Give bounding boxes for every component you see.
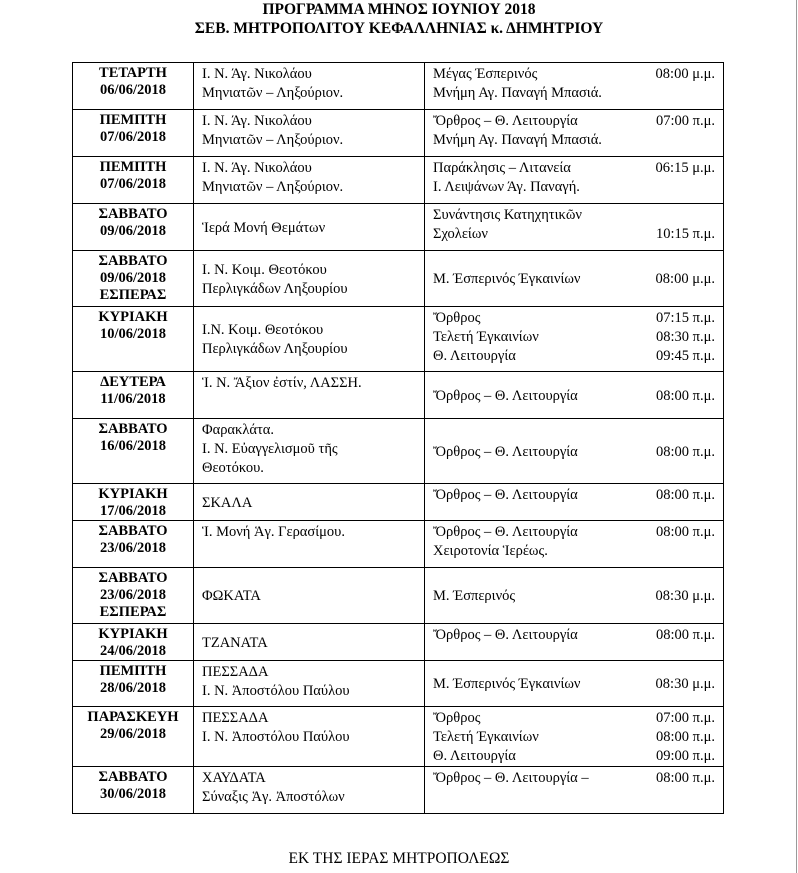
event-time: 08:30 π.μ. [656,329,715,345]
event-line [433,769,715,788]
place-line: Ι. Ν. Κοιμ. Θεοτόκου [202,261,327,278]
events-cell [425,521,724,568]
day-cell [73,251,194,307]
place-line: ΦΩΚΑΤΑ [202,588,261,604]
day-name: ΚΥΡΙΑΚΗ [98,309,168,325]
event-name: Τελετή Έγκαινίων [433,329,539,345]
place-line: ΣΚΑΛΑ [202,494,253,511]
place-line: Ι. Ν. Άγ. Νικολάου [202,113,312,129]
place-line: Ἱ. Ν. Ἄξιον ἐστίν, ΛΑΣΣΗ. [202,375,362,391]
day-cell [73,307,194,372]
place-cell [194,767,425,814]
document-title: ΠΡΟΓΡΑΜΜΑ ΜΗΝΟΣ ΙΟΥΝΙΟΥ 2018 [262,1,536,18]
event-time: 08:30 μ.μ. [655,588,715,604]
event-time: 07:00 π.μ. [656,710,715,726]
day-name: ΠΕΜΠΤΗ [99,112,167,128]
day-name: ΣΑΒΒΑΤΟ [98,206,168,222]
place-line: Ι. Ν. Άγ. Νικολάου [202,66,312,82]
day-date: 11/06/2018 [100,391,166,407]
place-cell [194,63,425,110]
day-date: 28/06/2018 [99,680,167,696]
event-time: 08:00 π.μ. [656,627,715,643]
schedule-row [73,521,724,568]
schedule-row [73,484,724,521]
place-line: ΤΖΑΝΑΤΑ [202,634,268,651]
event-name: Μ. Έσπερινός [433,588,516,604]
event-time: 08:00 π.μ. [656,770,715,786]
schedule-body [73,63,724,814]
day-cell [73,110,194,157]
event-time: 07:00 π.μ. [656,113,715,129]
event-name: Ὄρθρος – Θ. Λειτουργία [433,113,578,129]
day-date: 30/06/2018 [99,786,167,802]
events-cell [425,624,724,661]
event-line [433,65,715,84]
event-name: Ὄρθρος – Θ. Λειτουργία [433,387,578,404]
events-cell [425,251,724,307]
day-date: 23/06/2018 [99,587,167,603]
day-cell [73,624,194,661]
event-name: Ὄρθρος – Θ. Λειτουργία [433,443,578,460]
event-line [433,709,715,728]
event-name: Μ. Έσπερινός Έγκαινίων [433,271,581,287]
day-date: 06/06/2018 [99,82,167,98]
events-cell [425,484,724,521]
place-line: ΠΕΣΣΑΔΑ [202,710,269,726]
event-name: Σχολείων [433,226,488,242]
place-cell [194,661,425,707]
place-cell [194,419,425,484]
event-line [433,523,715,542]
event-name: Ὄρθρος – Θ. Λειτουργία [433,524,578,540]
event-line [433,675,715,694]
place-cell [194,110,425,157]
schedule-row [73,157,724,204]
events-cell [425,568,724,624]
day-date: 29/06/2018 [99,726,167,742]
event-line [433,206,715,225]
events-cell [425,707,724,767]
events-cell [425,204,724,251]
event-line [433,347,715,366]
event-name: Τελετή Έγκαινίων [433,729,539,745]
event-line [433,626,715,645]
event-line [433,328,715,347]
page-edge-line [796,0,797,873]
day-name: ΣΑΒΒΑΤΟ [98,523,168,539]
day-date: 16/06/2018 [99,438,167,454]
event-line [433,84,715,103]
schedule-row [73,707,724,767]
day-cell [73,767,194,814]
place-line: Ι. Ν. Ἀποστόλου Παύλου [202,729,350,745]
schedule-row [73,661,724,707]
event-name: Ι. Λειψάνων Άγ. Παναγή. [433,179,580,195]
events-cell [425,372,724,419]
schedule-row [73,307,724,372]
document-subtitle: ΣΕΒ. ΜΗΤΡΟΠΟΛΙΤΟΥ ΚΕΦΑΛΛΗΝΙΑΣ κ. ΔΗΜΗΤΡΙΟΥ [194,20,604,37]
event-line [433,443,715,462]
place-line: Ι.Ν. Κοιμ. Θεοτόκου [202,322,324,338]
place-line: ΧΑΥΔΑΤΑ [202,770,266,786]
day-cell [73,707,194,767]
day-name: ΚΥΡΙΑΚΗ [98,626,168,642]
place-cell [194,707,425,767]
day-name: ΣΑΒΒΑΤΟ [98,253,168,269]
event-name: Ὄρθρος – Θ. Λειτουργία [433,487,578,503]
place-line: Ι. Ν. Ἀποστόλου Παύλου [202,683,350,699]
place-line: Σύναξις Ἁγ. Ἀποστόλων [202,789,345,805]
event-name: Συνάντησις Κατηχητικῶν [433,207,582,223]
event-name: Μνήμη Αγ. Παναγή Μπασιά. [433,132,602,148]
event-line [433,486,715,505]
place-cell [194,372,425,419]
event-line [433,309,715,328]
day-name: ΤΕΤΑΡΤΗ [99,65,167,81]
day-cell [73,372,194,419]
place-cell [194,624,425,661]
day-date: 10/06/2018 [99,326,167,342]
day-name: ΣΑΒΒΑΤΟ [98,421,168,437]
event-time: 08:30 μ.μ. [655,676,715,692]
event-time: 09:45 π.μ. [656,348,715,364]
day-name: ΠΕΜΠΤΗ [99,159,167,175]
events-cell [425,63,724,110]
day-date: 09/06/2018 [99,223,167,239]
place-line: Ι. Ν. Άγ. Νικολάου [202,160,312,176]
event-line [433,587,715,606]
place-line: Φαρακλάτα. [202,422,275,438]
place-cell [194,204,425,251]
event-name: Μ. Έσπερινός Έγκαινίων [433,676,581,692]
day-name: ΣΑΒΒΑΤΟ [98,570,168,586]
place-line: Περλιγκάδων Ληξουρίου [202,280,348,297]
place-line: Μηνιατῶν – Ληξούριον. [202,132,344,148]
event-line [433,728,715,747]
event-name: Παράκλησις – Λιτανεία [433,160,571,176]
events-cell [425,307,724,372]
day-name: ΠΑΡΑΣΚΕΥΗ [87,709,179,725]
place-cell [194,521,425,568]
event-name: Ὄρθρος [433,710,481,726]
event-time: 08:00 π.μ. [656,387,715,404]
event-name: Ὄρθρος [433,310,481,326]
place-cell [194,484,425,521]
place-cell [194,307,425,372]
place-line: Μηνιατῶν – Ληξούριον. [202,179,344,195]
event-line [433,542,715,561]
event-time: 10:15 π.μ. [656,226,715,242]
schedule-row [73,624,724,661]
day-cell [73,568,194,624]
event-line [433,270,715,289]
event-name: Θ. Λειτουργία [433,348,516,364]
day-name: ΠΕΜΠΤΗ [99,663,167,679]
day-cell [73,661,194,707]
schedule-row [73,251,724,307]
day-cell [73,484,194,521]
event-time: 08:00 π.μ. [656,729,715,745]
event-time: 09:00 π.μ. [656,748,715,764]
day-name: ΣΑΒΒΑΤΟ [98,769,168,785]
events-cell [425,767,724,814]
event-line [433,131,715,150]
place-line: Ἱ. Μονή Ἁγ. Γερασίμου. [202,524,345,540]
schedule-row [73,110,724,157]
schedule-table [72,62,724,814]
schedule-row [73,372,724,419]
day-date: 09/06/2018 [99,270,167,286]
place-line: Περλιγκάδων Ληξουρίου [202,341,348,357]
event-time: 08:00 μ.μ. [655,271,715,287]
day-cell [73,204,194,251]
event-line [433,387,715,406]
day-name: ΔΕΥΤΕΡΑ [100,374,166,390]
place-cell [194,157,425,204]
schedule-row [73,204,724,251]
day-note: ΕΣΠΕΡΑΣ [99,287,167,303]
event-name: Θ. Λειτουργία [433,748,516,764]
day-date: 24/06/2018 [99,643,167,659]
place-line: Ἱερά Μονή Θεμάτων [202,219,326,236]
day-cell [73,63,194,110]
day-name: ΚΥΡΙΑΚΗ [98,486,168,502]
event-time: 08:00 π.μ. [656,524,715,540]
place-cell [194,251,425,307]
event-time: 08:00 μ.μ. [655,66,715,82]
event-line [433,225,715,244]
schedule-row [73,419,724,484]
schedule-row [73,767,724,814]
day-cell [73,419,194,484]
document-footer: ΕΚ ΤΗΣ ΙΕΡΑΣ ΜΗΤΡΟΠΟΛΕΩΣ [288,850,510,867]
place-line: Ι. Ν. Εὐαγγελισμοῦ τῆς [202,441,338,457]
event-line [433,747,715,766]
event-line [433,112,715,131]
place-cell [194,568,425,624]
event-name: Μνήμη Αγ. Παναγή Μπασιά. [433,85,602,101]
day-note: ΕΣΠΕΡΑΣ [99,604,167,620]
place-line: Θεοτόκου. [202,460,264,476]
day-cell [73,521,194,568]
event-name: Ὄρθρος – Θ. Λειτουργία [433,627,578,643]
event-time: 06:15 μ.μ. [655,160,715,176]
day-cell [73,157,194,204]
event-line [433,159,715,178]
events-cell [425,110,724,157]
event-time: 07:15 π.μ. [656,310,715,326]
event-name: Μέγας Έσπερινός [433,66,538,82]
schedule-row [73,63,724,110]
place-line: ΠΕΣΣΑΔΑ [202,664,269,680]
day-date: 23/06/2018 [99,540,167,556]
events-cell [425,157,724,204]
event-time: 08:00 π.μ. [656,487,715,503]
event-name: Ὄρθρος – Θ. Λειτουργία – [433,770,589,786]
events-cell [425,419,724,484]
day-date: 07/06/2018 [99,129,167,145]
event-time: 08:00 π.μ. [656,443,715,460]
day-date: 07/06/2018 [99,176,167,192]
events-cell [425,661,724,707]
schedule-row [73,568,724,624]
day-date: 17/06/2018 [99,503,167,519]
place-line: Μηνιατῶν – Ληξούριον. [202,85,344,101]
event-line [433,178,715,197]
event-name: Χειροτονία Ἱερέως. [433,543,548,559]
